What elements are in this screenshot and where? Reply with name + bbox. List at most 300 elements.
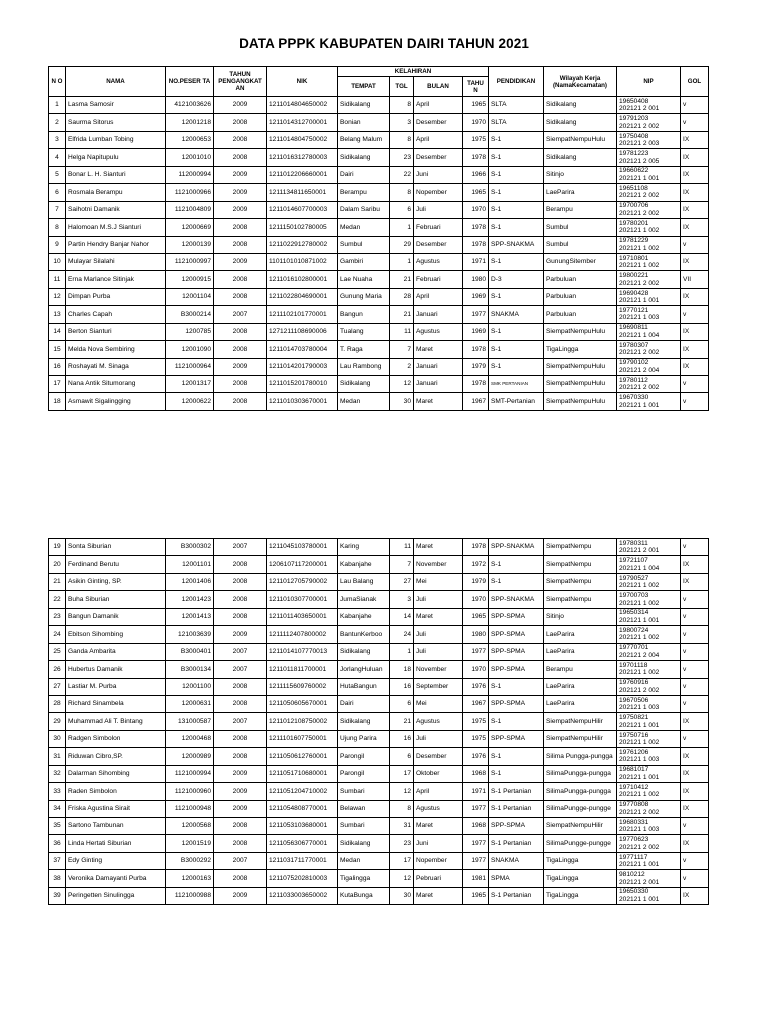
gol-cell	[681, 539, 709, 556]
tempat-lahir-cell-text: Bonian	[340, 118, 361, 126]
tempat-lahir-cell-text: T. Raga	[340, 345, 363, 353]
wilayah-kerja-cell	[544, 166, 617, 183]
no-peserta-cell	[166, 358, 214, 375]
tahun-lahir-cell-text: 1967	[471, 700, 486, 708]
gol-cell-text: IX	[683, 345, 690, 353]
nama-cell	[66, 114, 166, 131]
pendidikan-cell-text: S-1	[491, 345, 502, 353]
wilayah-kerja-cell-text: GunungSitember	[546, 258, 596, 266]
gol-cell	[681, 219, 709, 236]
nama-cell-text: Halomoan M.S.J Sianturi	[68, 223, 141, 231]
nip-line-2: 202121 1 003	[619, 756, 660, 764]
row-number	[49, 149, 66, 166]
no-peserta-cell-text: 12001413	[181, 613, 211, 621]
no-peserta-cell	[166, 114, 214, 131]
no-peserta-cell-text: 12001218	[181, 118, 211, 126]
row-number-text: 20	[53, 560, 61, 568]
nik-cell-text: 1211011403650001	[269, 613, 327, 621]
bulan-lahir-cell	[414, 678, 463, 695]
tahun-lahir-cell	[463, 288, 489, 305]
wilayah-kerja-cell-text: SiempatNempuHulu	[546, 363, 606, 371]
pendidikan-cell-text: SPP-SNAKMA	[491, 240, 535, 248]
bulan-lahir-cell-text: November	[416, 665, 447, 673]
tempat-lahir-cell	[338, 236, 390, 253]
nama-cell	[66, 573, 166, 590]
tempat-lahir-cell-text: Gambiri	[340, 258, 364, 266]
nip-line-1: 19770623	[619, 836, 649, 844]
bulan-lahir-cell-text: Maret	[416, 613, 433, 621]
wilayah-kerja-cell-text: Sitinjo	[546, 613, 564, 621]
row-number	[49, 341, 66, 358]
nama-cell-text: Berton Sianturi	[68, 328, 112, 336]
nip-cell	[617, 131, 681, 148]
nip-cell	[617, 678, 681, 695]
table-row	[49, 358, 709, 375]
nik-cell	[267, 341, 338, 358]
tahun-lahir-cell-text: 1970	[471, 595, 486, 603]
nip-cell	[617, 306, 681, 323]
nik-cell-text: 1211016312780003	[269, 153, 328, 161]
gol-cell	[681, 870, 709, 887]
row-number-text: 32	[53, 770, 61, 778]
tempat-lahir-cell-text: Dalam Saribu	[340, 206, 380, 214]
bulan-lahir-cell	[414, 97, 463, 114]
tahun-pengangkatan-cell-text: 2008	[232, 700, 248, 708]
tempat-lahir-cell	[338, 166, 390, 183]
row-number	[49, 236, 66, 253]
row-number	[49, 306, 66, 323]
nama-cell	[66, 695, 166, 712]
tempat-lahir-cell	[338, 341, 390, 358]
table-row	[49, 748, 709, 765]
tempat-lahir-cell-text: KutaBunga	[340, 892, 373, 900]
wilayah-kerja-cell	[544, 608, 617, 625]
tgl-lahir-cell	[390, 131, 414, 148]
nik-cell	[267, 97, 338, 114]
nik-cell	[267, 131, 338, 148]
tahun-pengangkatan-cell-text: 2009	[232, 258, 248, 266]
tahun-lahir-cell	[463, 131, 489, 148]
tempat-lahir-cell-text: Sidikalang	[340, 839, 371, 847]
nip-cell	[617, 149, 681, 166]
bulan-lahir-cell	[414, 219, 463, 236]
nik-cell	[267, 765, 338, 782]
bulan-lahir-cell-text: Juli	[416, 630, 426, 638]
pendidikan-cell	[489, 306, 544, 323]
gol-cell-text: IX	[683, 363, 690, 371]
tahun-pengangkatan-cell-text: 2008	[232, 293, 248, 301]
tempat-lahir-cell-text: Sidikalang	[340, 101, 371, 109]
bulan-lahir-cell-text: Januari	[416, 363, 438, 371]
wilayah-kerja-cell	[544, 393, 617, 410]
tempat-lahir-cell-text: Medan	[340, 857, 361, 865]
nip-line-1: 19681017	[619, 766, 649, 774]
tgl-lahir-cell	[390, 306, 414, 323]
wilayah-kerja-cell	[544, 236, 617, 253]
nik-cell	[267, 236, 338, 253]
gol-cell-text: IX	[683, 188, 690, 196]
wilayah-kerja-cell	[544, 765, 617, 782]
row-number-text: 24	[53, 630, 61, 638]
nik-cell	[267, 713, 338, 730]
pendidikan-cell-text: SNAKMA	[491, 310, 519, 318]
nip-line-2: 202121 2 002	[619, 279, 660, 287]
nip-cell	[617, 271, 681, 288]
tempat-lahir-cell-text: Medan	[340, 397, 361, 405]
nama-cell-text: Peringetten Sinulingga	[68, 892, 135, 900]
header-nik: NIK	[267, 67, 338, 97]
nik-cell	[267, 149, 338, 166]
tahun-pengangkatan-cell	[214, 835, 267, 852]
wilayah-kerja-cell	[544, 626, 617, 643]
no-peserta-cell-text: 12001101	[182, 560, 211, 568]
tahun-pengangkatan-cell-text: 2009	[232, 770, 248, 778]
nik-cell-text: 1211112407800002	[269, 630, 327, 638]
nip-line-2: 202121 1 002	[619, 634, 660, 642]
nama-cell-text: Radgen Simbolon	[68, 735, 121, 743]
pendidikan-cell	[489, 166, 544, 183]
tgl-lahir-cell-text: 6	[407, 752, 411, 760]
nik-cell	[267, 661, 338, 678]
no-peserta-cell-text: B3000302	[180, 543, 211, 551]
tahun-lahir-cell	[463, 539, 489, 556]
bulan-lahir-cell	[414, 166, 463, 183]
tempat-lahir-cell-text: Medan	[340, 223, 361, 231]
nik-cell	[267, 643, 338, 660]
tgl-lahir-cell-text: 30	[403, 892, 411, 900]
wilayah-kerja-cell	[544, 591, 617, 608]
nama-cell	[66, 306, 166, 323]
nip-line-2: 202121 1 001	[619, 721, 660, 729]
tempat-lahir-cell-text: Karing	[340, 543, 360, 551]
no-peserta-cell	[166, 539, 214, 556]
no-peserta-cell	[166, 783, 214, 800]
nama-cell	[66, 149, 166, 166]
tgl-lahir-cell-text: 23	[403, 153, 411, 161]
nip-line-1: 19780201	[619, 219, 649, 227]
nip-line-2: 202121 2 002	[619, 122, 660, 130]
nip-line-1: 19650330	[619, 888, 649, 896]
row-number-text: 22	[53, 595, 61, 603]
tahun-pengangkatan-cell-text: 2009	[232, 892, 248, 900]
tahun-lahir-cell	[463, 236, 489, 253]
bulan-lahir-cell	[414, 695, 463, 712]
nik-cell-text: 1211022912780002	[269, 240, 328, 248]
pendidikan-cell-text: SPP-SPMA	[491, 700, 526, 708]
nik-cell	[267, 573, 338, 590]
pendidikan-cell	[489, 765, 544, 782]
nama-cell	[66, 393, 166, 410]
tgl-lahir-cell-text: 27	[403, 578, 411, 586]
table-row	[49, 556, 709, 573]
nama-cell-text: Muhammad Ali T. Bintang	[68, 717, 143, 725]
tahun-lahir-cell-text: 1967	[471, 397, 486, 405]
tahun-pengangkatan-cell-text: 2009	[232, 171, 248, 179]
nama-cell-text: Friska Agustina Sirait	[68, 805, 130, 813]
nik-cell-text: 1211075202810003	[269, 874, 328, 882]
table-row	[49, 695, 709, 712]
nama-cell	[66, 643, 166, 660]
tempat-lahir-cell-text: Sidikalang	[340, 648, 371, 656]
bulan-lahir-cell	[414, 765, 463, 782]
no-peserta-cell	[166, 393, 214, 410]
nip-line-2: 202121 1 002	[619, 599, 660, 607]
row-number-text: 30	[53, 735, 61, 743]
nik-cell-text: 1211010303670001	[269, 397, 328, 405]
table-row	[49, 818, 709, 835]
nik-cell-text: 1206107117200001	[269, 560, 328, 568]
nik-cell-text: 1211014312700001	[269, 118, 328, 126]
nip-cell	[617, 800, 681, 817]
nik-cell	[267, 539, 338, 556]
bulan-lahir-cell	[414, 323, 463, 340]
table-row	[49, 608, 709, 625]
gol-cell-text: IX	[683, 206, 690, 214]
tahun-lahir-cell	[463, 783, 489, 800]
tempat-lahir-cell	[338, 643, 390, 660]
nik-cell-text: 1211022804690001	[269, 293, 328, 301]
bulan-lahir-cell	[414, 253, 463, 270]
tahun-pengangkatan-cell-text: 2008	[232, 874, 248, 882]
tgl-lahir-cell-text: 30	[403, 397, 411, 405]
gol-cell-text: IX	[683, 560, 690, 568]
table-row	[49, 271, 709, 288]
tahun-lahir-cell	[463, 393, 489, 410]
nip-line-1: 19780112	[619, 376, 648, 384]
wilayah-kerja-cell	[544, 323, 617, 340]
nip-cell	[617, 573, 681, 590]
nik-cell	[267, 730, 338, 747]
bulan-lahir-cell	[414, 271, 463, 288]
tempat-lahir-cell-text: Tualang	[340, 328, 364, 336]
nik-cell	[267, 556, 338, 573]
row-number-text: 8	[55, 223, 59, 231]
nip-line-1: 19770121	[619, 306, 649, 314]
wilayah-kerja-cell-text: SiempatNempuHulu	[546, 328, 606, 336]
wilayah-kerja-cell	[544, 695, 617, 712]
tahun-pengangkatan-cell-text: 2008	[232, 613, 248, 621]
nik-cell-text: 1211101607750001	[269, 735, 327, 743]
no-peserta-cell-text: 12000631	[181, 700, 211, 708]
tgl-lahir-cell-text: 12	[403, 874, 411, 882]
nik-cell	[267, 695, 338, 712]
pendidikan-cell-text: S-1	[491, 136, 502, 144]
gol-cell	[681, 184, 709, 201]
tahun-lahir-cell-text: 1965	[471, 613, 486, 621]
bulan-lahir-cell-text: April	[416, 101, 430, 109]
nama-cell	[66, 323, 166, 340]
pendidikan-cell-text: S-1	[491, 223, 502, 231]
header-pendidikan: PENDIDIKAN	[489, 67, 544, 97]
nip-line-2: 202121 1 001	[619, 616, 660, 624]
no-peserta-cell	[166, 678, 214, 695]
tahun-lahir-cell-text: 1971	[471, 787, 486, 795]
table-row	[49, 219, 709, 236]
row-number-text: 33	[53, 787, 61, 795]
nip-cell	[617, 184, 681, 201]
tempat-lahir-cell-text: Bangun	[340, 310, 363, 318]
no-peserta-cell	[166, 748, 214, 765]
tahun-pengangkatan-cell	[214, 149, 267, 166]
tahun-pengangkatan-cell-text: 2008	[232, 118, 248, 126]
tempat-lahir-cell	[338, 765, 390, 782]
header-tgl: TGL	[390, 77, 414, 97]
no-peserta-cell	[166, 253, 214, 270]
pendidikan-cell	[489, 271, 544, 288]
table-row	[49, 166, 709, 183]
gol-cell	[681, 643, 709, 660]
no-peserta-cell	[166, 661, 214, 678]
nip-line-1: 19780307	[619, 341, 649, 349]
pendidikan-cell-text: S-1 Pertanian	[491, 787, 532, 795]
bulan-lahir-cell	[414, 358, 463, 375]
wilayah-kerja-cell-text: SiempatNempuHulu	[546, 136, 606, 144]
row-number	[49, 608, 66, 625]
wilayah-kerja-cell-text: SiempatNempu	[546, 595, 592, 603]
row-number-text: 12	[53, 293, 61, 301]
nama-cell	[66, 591, 166, 608]
tahun-lahir-cell-text: 1977	[471, 648, 486, 656]
bulan-lahir-cell	[414, 835, 463, 852]
nik-cell-text: 1211134811650001	[269, 188, 327, 196]
bulan-lahir-cell-text: Desember	[416, 118, 447, 126]
row-number	[49, 713, 66, 730]
no-peserta-cell	[166, 695, 214, 712]
no-peserta-cell-text: 12001423	[181, 595, 211, 603]
tahun-lahir-cell-text: 1968	[471, 822, 486, 830]
nip-line-2: 202121 1 002	[619, 244, 660, 252]
tahun-lahir-cell	[463, 271, 489, 288]
tahun-lahir-cell-text: 1969	[471, 293, 486, 301]
gol-cell-text: IX	[683, 293, 690, 301]
tgl-lahir-cell-text: 16	[403, 735, 411, 743]
tgl-lahir-cell	[390, 219, 414, 236]
nip-cell	[617, 870, 681, 887]
tempat-lahir-cell	[338, 661, 390, 678]
pendidikan-cell-text: S-1	[491, 752, 502, 760]
no-peserta-cell-text: 12001010	[181, 153, 211, 161]
nik-cell	[267, 201, 338, 218]
tgl-lahir-cell	[390, 323, 414, 340]
tgl-lahir-cell	[390, 591, 414, 608]
tempat-lahir-cell	[338, 97, 390, 114]
no-peserta-cell-text: 12001100	[182, 682, 211, 690]
wilayah-kerja-cell	[544, 358, 617, 375]
bulan-lahir-cell-text: Juli	[416, 735, 426, 743]
nip-line-1: 19650408	[619, 97, 649, 105]
wilayah-kerja-cell-text: TigaLingga	[546, 874, 579, 882]
tahun-lahir-cell	[463, 376, 489, 393]
wilayah-kerja-cell-text: Sitinjo	[546, 171, 564, 179]
tgl-lahir-cell	[390, 539, 414, 556]
tahun-lahir-cell	[463, 114, 489, 131]
pendidikan-cell-text: SLTA	[491, 118, 507, 126]
tahun-pengangkatan-cell	[214, 573, 267, 590]
nip-line-2: 202121 2 001	[619, 547, 660, 555]
no-peserta-cell-text: 1121004809	[174, 206, 211, 214]
nama-cell-text: Dimpan Purba	[68, 293, 111, 301]
wilayah-kerja-cell	[544, 288, 617, 305]
nama-cell	[66, 97, 166, 114]
nama-cell	[66, 201, 166, 218]
tahun-pengangkatan-cell-text: 2007	[232, 717, 248, 725]
table-row	[49, 131, 709, 148]
nama-cell	[66, 271, 166, 288]
pppk-table-part1	[48, 66, 709, 411]
nip-line-2: 202121 2 003	[619, 140, 660, 148]
pendidikan-cell	[489, 97, 544, 114]
tahun-lahir-cell-text: 1980	[471, 630, 486, 638]
pendidikan-cell-text: SPP-SPMA	[491, 665, 526, 673]
nik-cell-text: 1211014201790003	[269, 363, 328, 371]
nama-cell	[66, 166, 166, 183]
bulan-lahir-cell-text: Agustus	[416, 805, 440, 813]
bulan-lahir-cell-text: Maret	[416, 892, 433, 900]
table-row	[49, 643, 709, 660]
tahun-pengangkatan-cell	[214, 271, 267, 288]
tgl-lahir-cell-text: 21	[403, 275, 411, 283]
no-peserta-cell-text: 12001519	[181, 839, 211, 847]
nama-cell-text: Rosmala Berampu	[68, 188, 123, 196]
row-number-text: 2	[55, 118, 59, 126]
tempat-lahir-cell	[338, 626, 390, 643]
tgl-lahir-cell	[390, 870, 414, 887]
tahun-pengangkatan-cell	[214, 783, 267, 800]
row-number	[49, 852, 66, 869]
nip-line-2: 202121 1 001	[619, 895, 660, 903]
pendidikan-cell-text: SPP-SPMA	[491, 648, 526, 656]
nik-cell-text: 1211051204710002	[269, 787, 328, 795]
row-number	[49, 661, 66, 678]
bulan-lahir-cell-text: Mei	[416, 700, 427, 708]
nik-cell-text: 1211045103780001	[269, 543, 328, 551]
tgl-lahir-cell-text: 1	[407, 258, 411, 266]
gol-cell	[681, 131, 709, 148]
no-peserta-cell	[166, 306, 214, 323]
tgl-lahir-cell	[390, 626, 414, 643]
nik-cell	[267, 835, 338, 852]
pendidikan-cell	[489, 556, 544, 573]
pendidikan-cell-text: S-1	[491, 717, 502, 725]
gol-cell-text: v	[683, 397, 687, 405]
pendidikan-cell-text: SPMA	[491, 874, 510, 882]
header-wilayah: Wilayah Kerja (NamaKecamatan)	[544, 67, 617, 97]
nip-line-1: 19710801	[619, 254, 649, 262]
row-number-text: 13	[53, 310, 61, 318]
tgl-lahir-cell	[390, 713, 414, 730]
no-peserta-cell-text: B3000401	[180, 648, 211, 656]
pendidikan-cell	[489, 114, 544, 131]
tahun-lahir-cell	[463, 626, 489, 643]
pendidikan-cell	[489, 643, 544, 660]
wilayah-kerja-cell-text: LaeParira	[546, 188, 575, 196]
wilayah-kerja-cell-text: Sidikalang	[546, 153, 577, 161]
tempat-lahir-cell-text: Parongil	[340, 770, 365, 778]
tahun-pengangkatan-cell-text: 2008	[232, 223, 248, 231]
gol-cell-text: IX	[683, 136, 690, 144]
pendidikan-cell-text: S-1	[491, 560, 502, 568]
tahun-lahir-cell	[463, 184, 489, 201]
nip-line-2: 202121 1 004	[619, 564, 660, 572]
nip-cell	[617, 748, 681, 765]
tahun-lahir-cell	[463, 765, 489, 782]
bulan-lahir-cell-text: September	[416, 682, 449, 690]
tgl-lahir-cell-text: 29	[403, 240, 411, 248]
gol-cell-text: v	[683, 682, 687, 690]
pendidikan-cell	[489, 288, 544, 305]
bulan-lahir-cell	[414, 114, 463, 131]
wilayah-kerja-cell	[544, 556, 617, 573]
